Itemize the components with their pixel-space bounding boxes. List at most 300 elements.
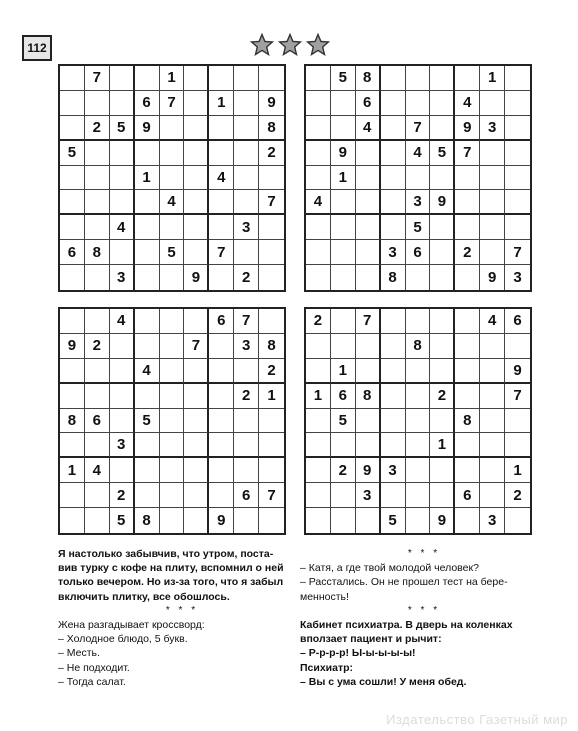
sudoku-cell[interactable] [430,66,455,91]
sudoku-cell[interactable] [135,433,160,458]
sudoku-cell[interactable] [455,190,480,215]
sudoku-cell[interactable]: 3 [234,215,259,240]
sudoku-cell[interactable] [160,215,185,240]
sudoku-cell[interactable] [356,265,381,290]
sudoku-cell[interactable] [480,458,505,483]
sudoku-cell[interactable]: 9 [259,91,284,116]
sudoku-cell[interactable] [135,384,160,409]
sudoku-cell[interactable] [406,508,431,533]
sudoku-cell[interactable]: 2 [85,116,110,141]
sudoku-cell[interactable]: 5 [406,215,431,240]
sudoku-cell[interactable] [480,141,505,166]
sudoku-cell[interactable]: 7 [356,309,381,334]
sudoku-cell[interactable] [135,66,160,91]
sudoku-cell[interactable] [184,215,209,240]
sudoku-cell[interactable] [60,166,85,191]
sudoku-cell[interactable] [209,215,234,240]
sudoku-cell[interactable] [135,458,160,483]
sudoku-cell[interactable] [430,483,455,508]
sudoku-cell[interactable]: 4 [110,309,135,334]
sudoku-cell[interactable] [234,66,259,91]
sudoku-cell[interactable] [209,384,234,409]
sudoku-cell[interactable]: 3 [513,269,522,287]
sudoku-cell[interactable] [160,483,185,508]
sudoku-cell[interactable]: 5 [331,66,356,91]
sudoku-cell[interactable] [455,334,480,359]
sudoku-cell[interactable] [234,141,259,166]
sudoku-cell[interactable] [306,240,331,265]
sudoku-cell[interactable] [85,215,110,240]
sudoku-cell[interactable] [209,483,234,508]
sudoku-cell[interactable]: 6 [406,240,431,265]
sudoku-cell[interactable] [60,359,85,384]
sudoku-cell[interactable] [259,458,284,483]
sudoku-cell[interactable] [110,458,135,483]
sudoku-cell[interactable] [381,384,406,409]
sudoku-cell[interactable] [505,166,530,191]
sudoku-cell[interactable]: 4 [135,359,160,384]
sudoku-cell[interactable] [306,334,331,359]
sudoku-cell[interactable]: 8 [135,508,160,533]
sudoku-cell[interactable] [259,240,284,265]
sudoku-cell[interactable] [184,190,209,215]
sudoku-cell[interactable] [85,508,110,533]
sudoku-cell[interactable]: 6 [135,91,160,116]
sudoku-cell[interactable] [406,359,431,384]
sudoku-cell[interactable] [480,91,505,116]
sudoku-cell[interactable] [234,433,259,458]
sudoku-cell[interactable] [381,190,406,215]
sudoku-cell[interactable]: 8 [356,66,381,91]
sudoku-cell[interactable]: 6 [505,309,530,334]
sudoku-cell[interactable] [306,141,331,166]
sudoku-cell[interactable]: 9 [430,508,455,533]
sudoku-cell[interactable] [381,141,406,166]
sudoku-cell[interactable] [209,334,234,359]
sudoku-cell[interactable] [406,91,431,116]
sudoku-cell[interactable] [331,483,356,508]
sudoku-cell[interactable] [480,166,505,191]
sudoku-cell[interactable]: 5 [160,240,185,265]
sudoku-cell[interactable] [234,458,259,483]
sudoku-cell[interactable] [85,190,110,215]
sudoku-cell[interactable] [110,166,135,191]
sudoku-cell[interactable] [406,409,431,434]
sudoku-cell[interactable] [331,334,356,359]
sudoku-cell[interactable] [306,508,331,533]
sudoku-cell[interactable] [331,240,356,265]
sudoku-cell[interactable] [60,309,85,334]
sudoku-cell[interactable] [480,334,505,359]
sudoku-cell[interactable] [184,240,209,265]
sudoku-cell[interactable]: 5 [381,508,406,533]
sudoku-cell[interactable] [306,166,331,191]
sudoku-cell[interactable]: 1 [209,91,234,116]
sudoku-cell[interactable]: 3 [480,116,505,141]
sudoku-cell[interactable] [430,215,455,240]
sudoku-cell[interactable]: 3 [381,240,406,265]
sudoku-cell[interactable]: 1 [480,66,505,91]
sudoku-cell[interactable] [135,141,160,166]
sudoku-cell[interactable] [356,190,381,215]
sudoku-cell[interactable]: 2 [85,334,110,359]
sudoku-cell[interactable] [406,309,431,334]
sudoku-cell[interactable] [306,116,331,141]
sudoku-cell[interactable]: 7 [184,334,209,359]
sudoku-cell[interactable] [430,409,455,434]
sudoku-cell[interactable] [234,409,259,434]
sudoku-cell[interactable] [160,359,185,384]
sudoku-cell[interactable]: 2 [455,240,480,265]
sudoku-cell[interactable]: 1 [331,359,356,384]
sudoku-cell[interactable]: 1 [60,458,85,483]
sudoku-cell[interactable] [331,116,356,141]
sudoku-cell[interactable] [455,309,480,334]
sudoku-cell[interactable] [184,116,209,141]
sudoku-cell[interactable] [85,141,110,166]
sudoku-cell[interactable]: 4 [85,458,110,483]
sudoku-cell[interactable] [259,508,284,533]
sudoku-cell[interactable]: 8 [259,334,284,359]
sudoku-cell[interactable]: 8 [356,384,381,409]
sudoku-cell[interactable] [234,166,259,191]
sudoku-cell[interactable] [480,384,505,409]
sudoku-cell[interactable] [110,409,135,434]
sudoku-cell[interactable] [455,215,480,240]
sudoku-cell[interactable] [381,483,406,508]
sudoku-cell[interactable] [480,359,505,384]
sudoku-cell[interactable] [209,409,234,434]
sudoku-cell[interactable] [480,409,505,434]
sudoku-cell[interactable] [455,508,480,533]
sudoku-cell[interactable] [381,215,406,240]
sudoku-cell[interactable] [356,433,381,458]
sudoku-cell[interactable]: 4 [110,215,135,240]
sudoku-cell[interactable] [306,66,331,91]
sudoku-cell[interactable] [430,240,455,265]
sudoku-cell[interactable] [306,215,331,240]
sudoku-cell[interactable] [480,240,505,265]
sudoku-cell[interactable] [331,433,356,458]
sudoku-cell[interactable] [135,240,160,265]
sudoku-cell[interactable] [234,508,259,533]
sudoku-cell[interactable]: 5 [110,116,135,141]
sudoku-cell[interactable] [331,265,356,290]
sudoku-cell[interactable] [406,166,431,191]
sudoku-cell[interactable] [234,91,259,116]
sudoku-cell[interactable]: 8 [406,334,431,359]
sudoku-cell[interactable] [430,166,455,191]
sudoku-cell[interactable]: 3 [356,483,381,508]
sudoku-cell[interactable] [430,265,455,290]
sudoku-cell[interactable] [209,190,234,215]
sudoku-cell[interactable] [356,334,381,359]
sudoku-cell[interactable] [209,141,234,166]
sudoku-cell[interactable] [406,483,431,508]
sudoku-cell[interactable] [331,215,356,240]
sudoku-cell[interactable]: 4 [160,190,185,215]
sudoku-grid-top-right[interactable] [304,64,532,292]
sudoku-cell[interactable] [430,91,455,116]
sudoku-cell[interactable] [60,483,85,508]
sudoku-cell[interactable] [430,458,455,483]
sudoku-cell[interactable] [85,433,110,458]
sudoku-cell[interactable]: 5 [60,141,85,166]
sudoku-cell[interactable]: 3 [110,433,135,458]
sudoku-cell[interactable]: 7 [505,240,530,265]
sudoku-cell[interactable] [505,409,530,434]
sudoku-cell[interactable] [356,240,381,265]
sudoku-cell[interactable] [160,384,185,409]
sudoku-cell[interactable] [85,309,110,334]
sudoku-cell[interactable] [85,166,110,191]
sudoku-cell[interactable] [184,66,209,91]
sudoku-cell[interactable] [356,508,381,533]
sudoku-cell[interactable] [505,433,530,458]
sudoku-cell[interactable] [259,309,284,334]
sudoku-cell[interactable]: 6 [356,91,381,116]
sudoku-cell[interactable] [356,141,381,166]
sudoku-cell[interactable] [234,190,259,215]
sudoku-cell[interactable] [356,359,381,384]
sudoku-cell[interactable] [430,334,455,359]
sudoku-cell[interactable] [60,265,85,290]
sudoku-cell[interactable]: 1 [160,66,185,91]
sudoku-cell[interactable]: 9 [135,116,160,141]
sudoku-cell[interactable]: 5 [331,409,356,434]
sudoku-cell[interactable]: 7 [505,384,530,409]
sudoku-cell[interactable] [306,483,331,508]
sudoku-cell[interactable]: 3 [381,458,406,483]
sudoku-cell[interactable] [85,384,110,409]
sudoku-cell[interactable] [60,508,85,533]
sudoku-cell[interactable] [259,66,284,91]
sudoku-cell[interactable]: 6 [331,384,356,409]
sudoku-cell[interactable] [430,116,455,141]
sudoku-cell[interactable] [306,359,331,384]
sudoku-cell[interactable] [135,215,160,240]
sudoku-cell[interactable]: 4 [356,116,381,141]
sudoku-cell[interactable]: 5 [430,141,455,166]
sudoku-cell[interactable]: 9 [60,334,85,359]
sudoku-cell[interactable]: 2 [234,384,259,409]
sudoku-cell[interactable]: 8 [85,240,110,265]
sudoku-cell[interactable] [110,190,135,215]
sudoku-cell[interactable]: 1 [259,384,284,409]
sudoku-cell[interactable] [356,166,381,191]
sudoku-cell[interactable]: 2 [430,384,455,409]
sudoku-cell[interactable] [110,384,135,409]
sudoku-cell[interactable] [209,116,234,141]
sudoku-cell[interactable] [505,508,530,533]
sudoku-cell[interactable] [160,265,185,290]
sudoku-cell[interactable]: 1 [135,166,160,191]
sudoku-cell[interactable] [306,458,331,483]
sudoku-cell[interactable] [381,166,406,191]
sudoku-cell[interactable]: 2 [259,141,284,166]
sudoku-cell[interactable] [160,309,185,334]
sudoku-cell[interactable]: 2 [331,458,356,483]
sudoku-cell[interactable] [110,240,135,265]
sudoku-cell[interactable] [85,265,110,290]
sudoku-cell[interactable]: 9 [331,141,356,166]
sudoku-grid-top-left[interactable] [58,64,286,292]
sudoku-cell[interactable] [110,334,135,359]
sudoku-cell[interactable]: 6 [209,309,234,334]
sudoku-cell[interactable]: 3 [480,508,505,533]
sudoku-cell[interactable]: 7 [259,483,284,508]
sudoku-cell[interactable] [381,359,406,384]
sudoku-cell[interactable] [184,409,209,434]
sudoku-cell[interactable]: 8 [60,409,85,434]
sudoku-cell[interactable] [455,66,480,91]
sudoku-cell[interactable] [209,433,234,458]
sudoku-cell[interactable] [184,91,209,116]
sudoku-cell[interactable] [331,309,356,334]
sudoku-cell[interactable] [480,215,505,240]
sudoku-cell[interactable] [259,265,284,290]
sudoku-cell[interactable] [505,141,530,166]
sudoku-cell[interactable] [331,508,356,533]
sudoku-cell[interactable] [480,483,505,508]
sudoku-cell[interactable]: 1 [306,384,331,409]
sudoku-cell[interactable] [60,384,85,409]
sudoku-cell[interactable]: 7 [85,66,110,91]
sudoku-cell[interactable] [480,190,505,215]
sudoku-cell[interactable]: 5 [110,508,135,533]
sudoku-cell[interactable]: 6 [60,240,85,265]
sudoku-cell[interactable] [331,91,356,116]
sudoku-cell[interactable]: 9 [356,458,381,483]
sudoku-cell[interactable] [430,359,455,384]
sudoku-cell[interactable] [480,433,505,458]
sudoku-cell[interactable] [259,409,284,434]
sudoku-cell[interactable] [455,433,480,458]
sudoku-cell[interactable] [184,458,209,483]
sudoku-cell[interactable]: 8 [381,265,406,290]
sudoku-cell[interactable] [85,483,110,508]
sudoku-cell[interactable] [60,190,85,215]
sudoku-cell[interactable]: 4 [455,91,480,116]
sudoku-cell[interactable] [110,359,135,384]
sudoku-cell[interactable]: 7 [259,190,284,215]
sudoku-cell[interactable] [135,309,160,334]
sudoku-cell[interactable] [234,116,259,141]
sudoku-cell[interactable] [60,66,85,91]
sudoku-cell[interactable] [259,215,284,240]
sudoku-cell[interactable]: 3 [110,265,135,290]
sudoku-cell[interactable] [406,66,431,91]
sudoku-cell[interactable] [135,190,160,215]
sudoku-cell[interactable]: 5 [135,409,160,434]
sudoku-cell[interactable] [160,141,185,166]
sudoku-cell[interactable] [209,66,234,91]
sudoku-cell[interactable] [135,483,160,508]
sudoku-cell[interactable] [85,91,110,116]
sudoku-cell[interactable]: 9 [184,265,209,290]
sudoku-cell[interactable] [160,508,185,533]
sudoku-cell[interactable] [60,91,85,116]
sudoku-cell[interactable] [406,265,431,290]
sudoku-cell[interactable] [209,265,234,290]
sudoku-cell[interactable]: 8 [259,116,284,141]
sudoku-cell[interactable] [505,334,530,359]
sudoku-cell[interactable]: 7 [234,309,259,334]
sudoku-cell[interactable]: 1 [505,458,530,483]
sudoku-cell[interactable]: 8 [455,409,480,434]
sudoku-cell[interactable]: 9 [209,508,234,533]
sudoku-cell[interactable] [381,309,406,334]
sudoku-cell[interactable] [381,66,406,91]
sudoku-cell[interactable] [505,116,530,141]
sudoku-cell[interactable] [60,433,85,458]
sudoku-cell[interactable]: 9 [455,116,480,141]
sudoku-cell[interactable]: 2 [234,265,259,290]
sudoku-cell[interactable] [234,359,259,384]
sudoku-cell[interactable] [306,433,331,458]
sudoku-cell[interactable] [505,66,530,91]
sudoku-cell[interactable] [356,409,381,434]
sudoku-cell[interactable] [259,166,284,191]
sudoku-cell[interactable] [455,458,480,483]
sudoku-grid-bottom-left[interactable] [58,307,286,535]
sudoku-cell[interactable] [381,91,406,116]
sudoku-cell[interactable]: 4 [209,166,234,191]
sudoku-cell[interactable] [135,265,160,290]
sudoku-cell[interactable] [455,384,480,409]
sudoku-cell[interactable] [110,66,135,91]
sudoku-cell[interactable] [505,215,530,240]
sudoku-cell[interactable]: 9 [480,265,505,290]
sudoku-cell[interactable] [184,359,209,384]
sudoku-cell[interactable] [234,240,259,265]
sudoku-cell[interactable] [184,141,209,166]
sudoku-cell[interactable]: 7 [209,240,234,265]
sudoku-cell[interactable]: 2 [306,309,331,334]
sudoku-cell[interactable] [160,433,185,458]
sudoku-cell[interactable] [160,334,185,359]
sudoku-cell[interactable] [209,359,234,384]
sudoku-cell[interactable] [406,384,431,409]
sudoku-cell[interactable] [259,433,284,458]
sudoku-cell[interactable] [85,359,110,384]
sudoku-cell[interactable] [184,166,209,191]
sudoku-cell[interactable]: 7 [455,141,480,166]
sudoku-cell[interactable] [381,433,406,458]
sudoku-cell[interactable]: 4 [306,190,331,215]
sudoku-cell[interactable] [60,215,85,240]
sudoku-cell[interactable] [306,409,331,434]
sudoku-cell[interactable] [184,433,209,458]
sudoku-cell[interactable]: 4 [406,141,431,166]
sudoku-cell[interactable]: 6 [234,483,259,508]
sudoku-cell[interactable] [306,265,331,290]
sudoku-cell[interactable]: 9 [505,359,530,384]
sudoku-cell[interactable] [184,508,209,533]
sudoku-cell[interactable]: 3 [406,190,431,215]
sudoku-cell[interactable] [406,433,431,458]
sudoku-cell[interactable]: 1 [430,433,455,458]
sudoku-cell[interactable] [110,141,135,166]
sudoku-cell[interactable]: 2 [505,483,530,508]
sudoku-cell[interactable] [430,309,455,334]
sudoku-cell[interactable]: 2 [110,483,135,508]
sudoku-cell[interactable]: 9 [430,190,455,215]
sudoku-cell[interactable] [160,166,185,191]
sudoku-cell[interactable] [455,166,480,191]
sudoku-cell[interactable]: 7 [406,116,431,141]
sudoku-grid-bottom-right[interactable] [304,307,532,535]
